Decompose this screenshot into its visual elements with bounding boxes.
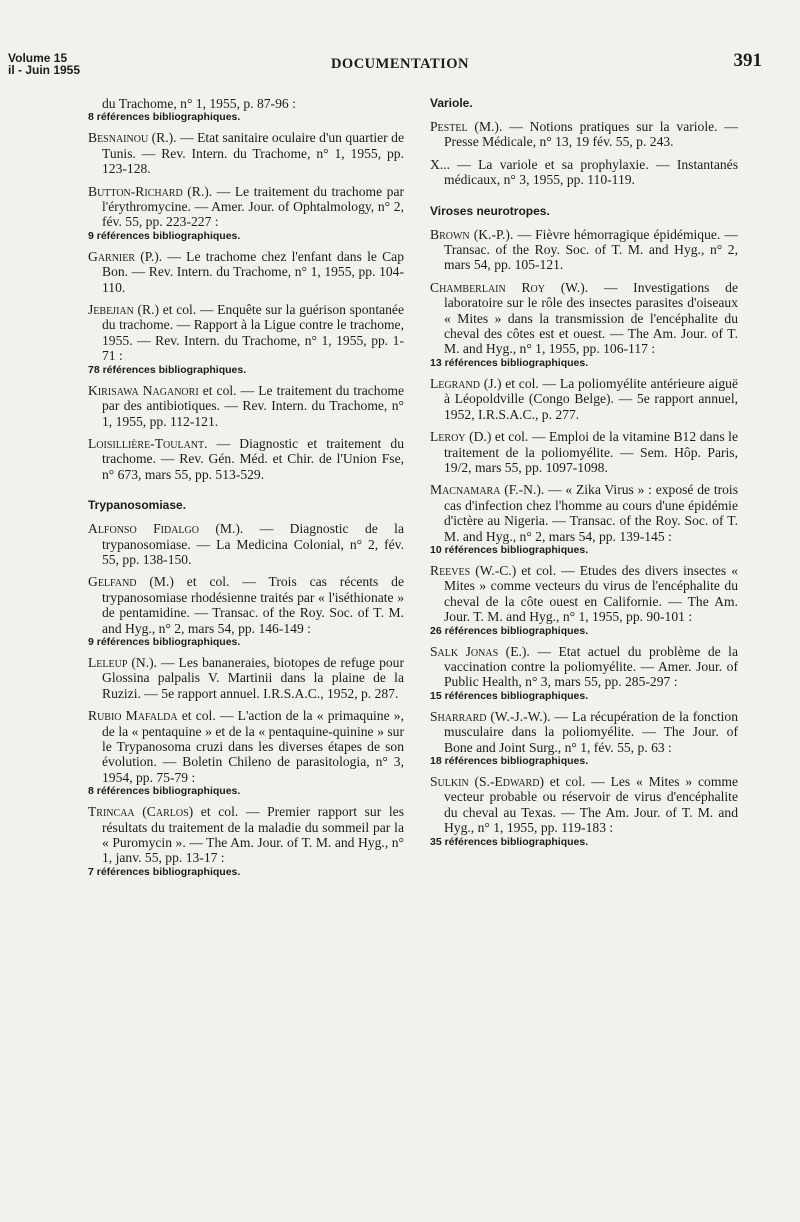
reference-count: 15 références bibliographiques.	[430, 689, 589, 702]
bibliography-entry	[430, 774, 738, 848]
reference-count: 78 références bibliographiques.	[88, 363, 247, 376]
bibliography-entry	[88, 383, 404, 429]
entry-text: et col. — Premier rapport sur les résultats du traitement de la maladie du sommeil par la « Puromycin ». — The Am. Jour. of T. M. and Hyg., n° 1, janv. 55, pp. 13-17 :	[102, 804, 404, 866]
entry-author: Kirisawa Naganori	[88, 382, 199, 398]
entry-text: et col. — Etudes des divers insectes « Mites » comme vecteurs du virus de l'encéphalite du cheval de la côte ouest en Californie. — The Am. Jour. T. M. and Hyg., n° 1, 1955, pp. 90-101 :	[444, 562, 738, 625]
entry-author: Legrand (J.)	[430, 375, 502, 391]
bibliography-entry	[430, 227, 738, 273]
entry-text: — Investigations de laboratoire sur le rôle des insectes parasites d'oiseaux « Mites » dans la transmission de l'encéphalite du cheval des côtes est et ouest. — The Am. Jour. of T. M. and Hyg., n° 1, 1955, pp. 106-117 :	[444, 279, 738, 357]
entry-text: — Les bananeraies, biotopes de refuge pour Glossina palpalis V. Martinii dans la plaine de la Ruzizi. — 5e rapport annuel. I.R.S.A.C., 1952, p. 287.	[102, 654, 404, 701]
entry-author: Rubio Mafalda	[88, 708, 178, 724]
section-heading-trypanosomiase: Trypanosomiase.	[88, 498, 187, 513]
entry-author: Trincaa (Carlos)	[88, 804, 194, 820]
bibliography-entry	[88, 655, 404, 701]
entry-text: — Fièvre hémorragique épidémique. — Transac. of the Roy. Soc. of T. M. and Hyg., n° 2, mars 54, pp. 105-121.	[444, 226, 738, 273]
entry-author: Leleup (N.).	[88, 654, 158, 670]
reference-count: 8 références bibliographiques.	[88, 785, 241, 798]
reference-count: 9 références bibliographiques.	[88, 635, 241, 648]
right-column	[430, 96, 738, 855]
reference-count: 7 références bibliographiques.	[88, 865, 241, 878]
bibliography-entry	[88, 436, 404, 482]
bibliography-entry	[88, 521, 404, 567]
left-column	[88, 96, 404, 885]
volume-label: Volume 15	[8, 51, 68, 65]
entry-text: et col. — Emploi de la vitamine B12 dans le traitement de la poliomyélite. — Sem. Hôp. Paris, 19/2, mars 55, pp. 1097-1098.	[444, 429, 738, 475]
bibliography-entry	[430, 119, 738, 150]
entry-text: — Etat actuel du problème de la vaccination contre la poliomyélite. — Amer. Jour. of Public Health, n° 3, mars 55, pp. 285-297 :	[444, 643, 738, 690]
entry-text: — Etat sanitaire oculaire d'un quartier de Tunis. — Rev. Intern. du Trachome, n° 1, 1955, pp. 123-128.	[102, 130, 404, 177]
bibliography-entry	[88, 184, 404, 242]
bibliography-entry	[430, 563, 738, 637]
page-header	[0, 50, 800, 80]
entry-author: Leroy (D.)	[430, 429, 492, 445]
entry-author: Macnamara (F.-N.).	[430, 482, 545, 498]
entry-author: Gelfand (M.)	[88, 574, 174, 590]
entry-text: — Diagnostic de la trypanosomiase. — La Medicina Colonial, n° 2, fév. 55, pp. 138-150.	[102, 521, 404, 567]
bibliography-entry	[88, 574, 404, 648]
reference-count: 35 références bibliographiques.	[430, 835, 589, 848]
entry-text: et col. — Les « Mites » comme vecteur probable ou réservoir de virus d'encéphalite du cheval au Texas. — The Am. Jour. of T. M. and Hyg., n° 1, 1955, pp. 119-183 :	[444, 774, 739, 836]
entry-author: Salk Jonas (E.).	[430, 643, 530, 659]
running-title: DOCUMENTATION	[330, 56, 470, 72]
entry-text: et col. — L'action de la « primaquine », de la « pentaquine » et de la « pentaquine-quinine » sur le Trypanosoma cruzi dans les diverses étapes de son évolution. — Boletin Chileno de parasitologia, n° 3, 1954, pp. 75-79 :	[102, 708, 404, 785]
entry-text: — Le trachome chez l'enfant dans le Cap Bon. — Rev. Intern. du Trachome, n° 1, 1955, pp. 104-110.	[102, 248, 405, 295]
bibliography-entry	[430, 157, 738, 188]
reference-count: 13 références bibliographiques.	[430, 356, 589, 369]
entry-author: Sulkin (S.-Edward)	[430, 774, 544, 789]
reference-count: 8 références bibliographiques.	[88, 111, 241, 124]
entry-author: Button-Richard (R.).	[88, 183, 213, 199]
bibliography-entry	[88, 96, 404, 123]
entry-text: et col. — Enquête sur la guérison spontanée du trachome. — Rapport à la Ligue contre le trachome, 1955. — Rev. Intern. du Trachome, n° 1, 1955, pp. 1-71 :	[102, 302, 404, 364]
entry-author: Garnier (P.).	[88, 248, 163, 264]
section-heading-variole: Variole.	[430, 96, 473, 110]
entry-author: Alfonso Fidalgo (M.).	[88, 521, 244, 537]
bibliography-entry	[430, 280, 738, 369]
entry-author: Loisillière-Toulant.	[88, 435, 208, 451]
entry-text: et col. — Trois cas récents de trypanosomiase rhodésienne traités par « l'iséthionate » de pentamidine. — Transac. of the Roy. Soc. of T. M. and Hyg., n° 2, mars 54, pp. 146-149 :	[102, 574, 404, 636]
bibliography-entry	[430, 429, 738, 475]
reference-count: 9 références bibliographiques.	[88, 229, 241, 242]
bibliography-entry	[88, 804, 404, 878]
bibliography-entry	[430, 376, 738, 422]
entry-text: — La récupération de la fonction musculaire dans la poliomyélite. — The Jour. of Bone and Joint Surg., n° 1, fév. 55, p. 63 :	[444, 708, 738, 755]
reference-count: 18 références bibliographiques.	[430, 755, 589, 767]
bibliography-entry	[88, 130, 404, 176]
entry-text: — Diagnostic et traitement du trachome. — Rev. Gén. Méd. et Chir. de l'Union Fse, n° 673, mars 55, pp. 513-529.	[102, 435, 404, 482]
entry-author: Besnainou (R.).	[88, 130, 177, 146]
entry-text: et col. — La poliomyélite antérieure aiguë à Léopoldville (Congo Belge). — 5e rapport annuel, 1952, I.R.S.A.C., p. 277.	[444, 375, 738, 422]
reference-count: 26 références bibliographiques.	[430, 624, 589, 637]
entry-text: — Le traitement du trachome par l'érythromycine. — Amer. Jour. of Ophtalmology, n° 2, fév. 55, pp. 223-227 :	[102, 183, 405, 230]
entry-author: Brown (K.-P.).	[430, 226, 514, 242]
entry-text: du Trachome, n° 1, 1955, p. 87-96 :	[102, 96, 296, 111]
bibliography-entry	[430, 644, 738, 702]
issue-date: il - Juin 1955	[8, 63, 81, 77]
entry-text: et col. — Le traitement du trachome par des antibiotiques. — Rev. Intern. du Trachome, n° 1, 1955, pp. 112-121.	[102, 382, 404, 429]
bibliography-entry	[88, 708, 404, 797]
entry-author: Chamberlain Roy (W.).	[430, 279, 589, 295]
reference-count: 10 références bibliographiques.	[430, 543, 589, 556]
entry-author: X...	[430, 156, 451, 172]
entry-author: Reeves (W.-C.)	[430, 562, 517, 578]
entry-text: — Notions pratiques sur la variole. — Presse Médicale, n° 13, 19 fév. 55, p. 243.	[444, 119, 738, 150]
entry-author: Jebejian (R.)	[88, 302, 160, 318]
bibliography-entry	[88, 249, 404, 295]
entry-text: — « Zika Virus » : exposé de trois cas d'infection chez l'homme au cours d'une épidémie d'ictère au Nigeria. — Transac. of the Roy. Soc. of T. M. and Hyg., n° 2, mars 54, pp. 139-145 :	[444, 482, 738, 544]
section-heading-viroses: Viroses neurotropes.	[430, 203, 550, 218]
bibliography-entry	[430, 709, 738, 767]
page-number: 391	[733, 50, 762, 71]
entry-author: Pestel (M.).	[430, 119, 503, 134]
bibliography-entry	[430, 482, 738, 556]
entry-author: Sharrard (W.-J.-W.).	[430, 708, 551, 724]
bibliography-entry	[88, 302, 404, 376]
entry-text: — La variole et sa prophylaxie. — Instantanés médicaux, n° 3, 1955, pp. 110-119.	[444, 156, 738, 188]
